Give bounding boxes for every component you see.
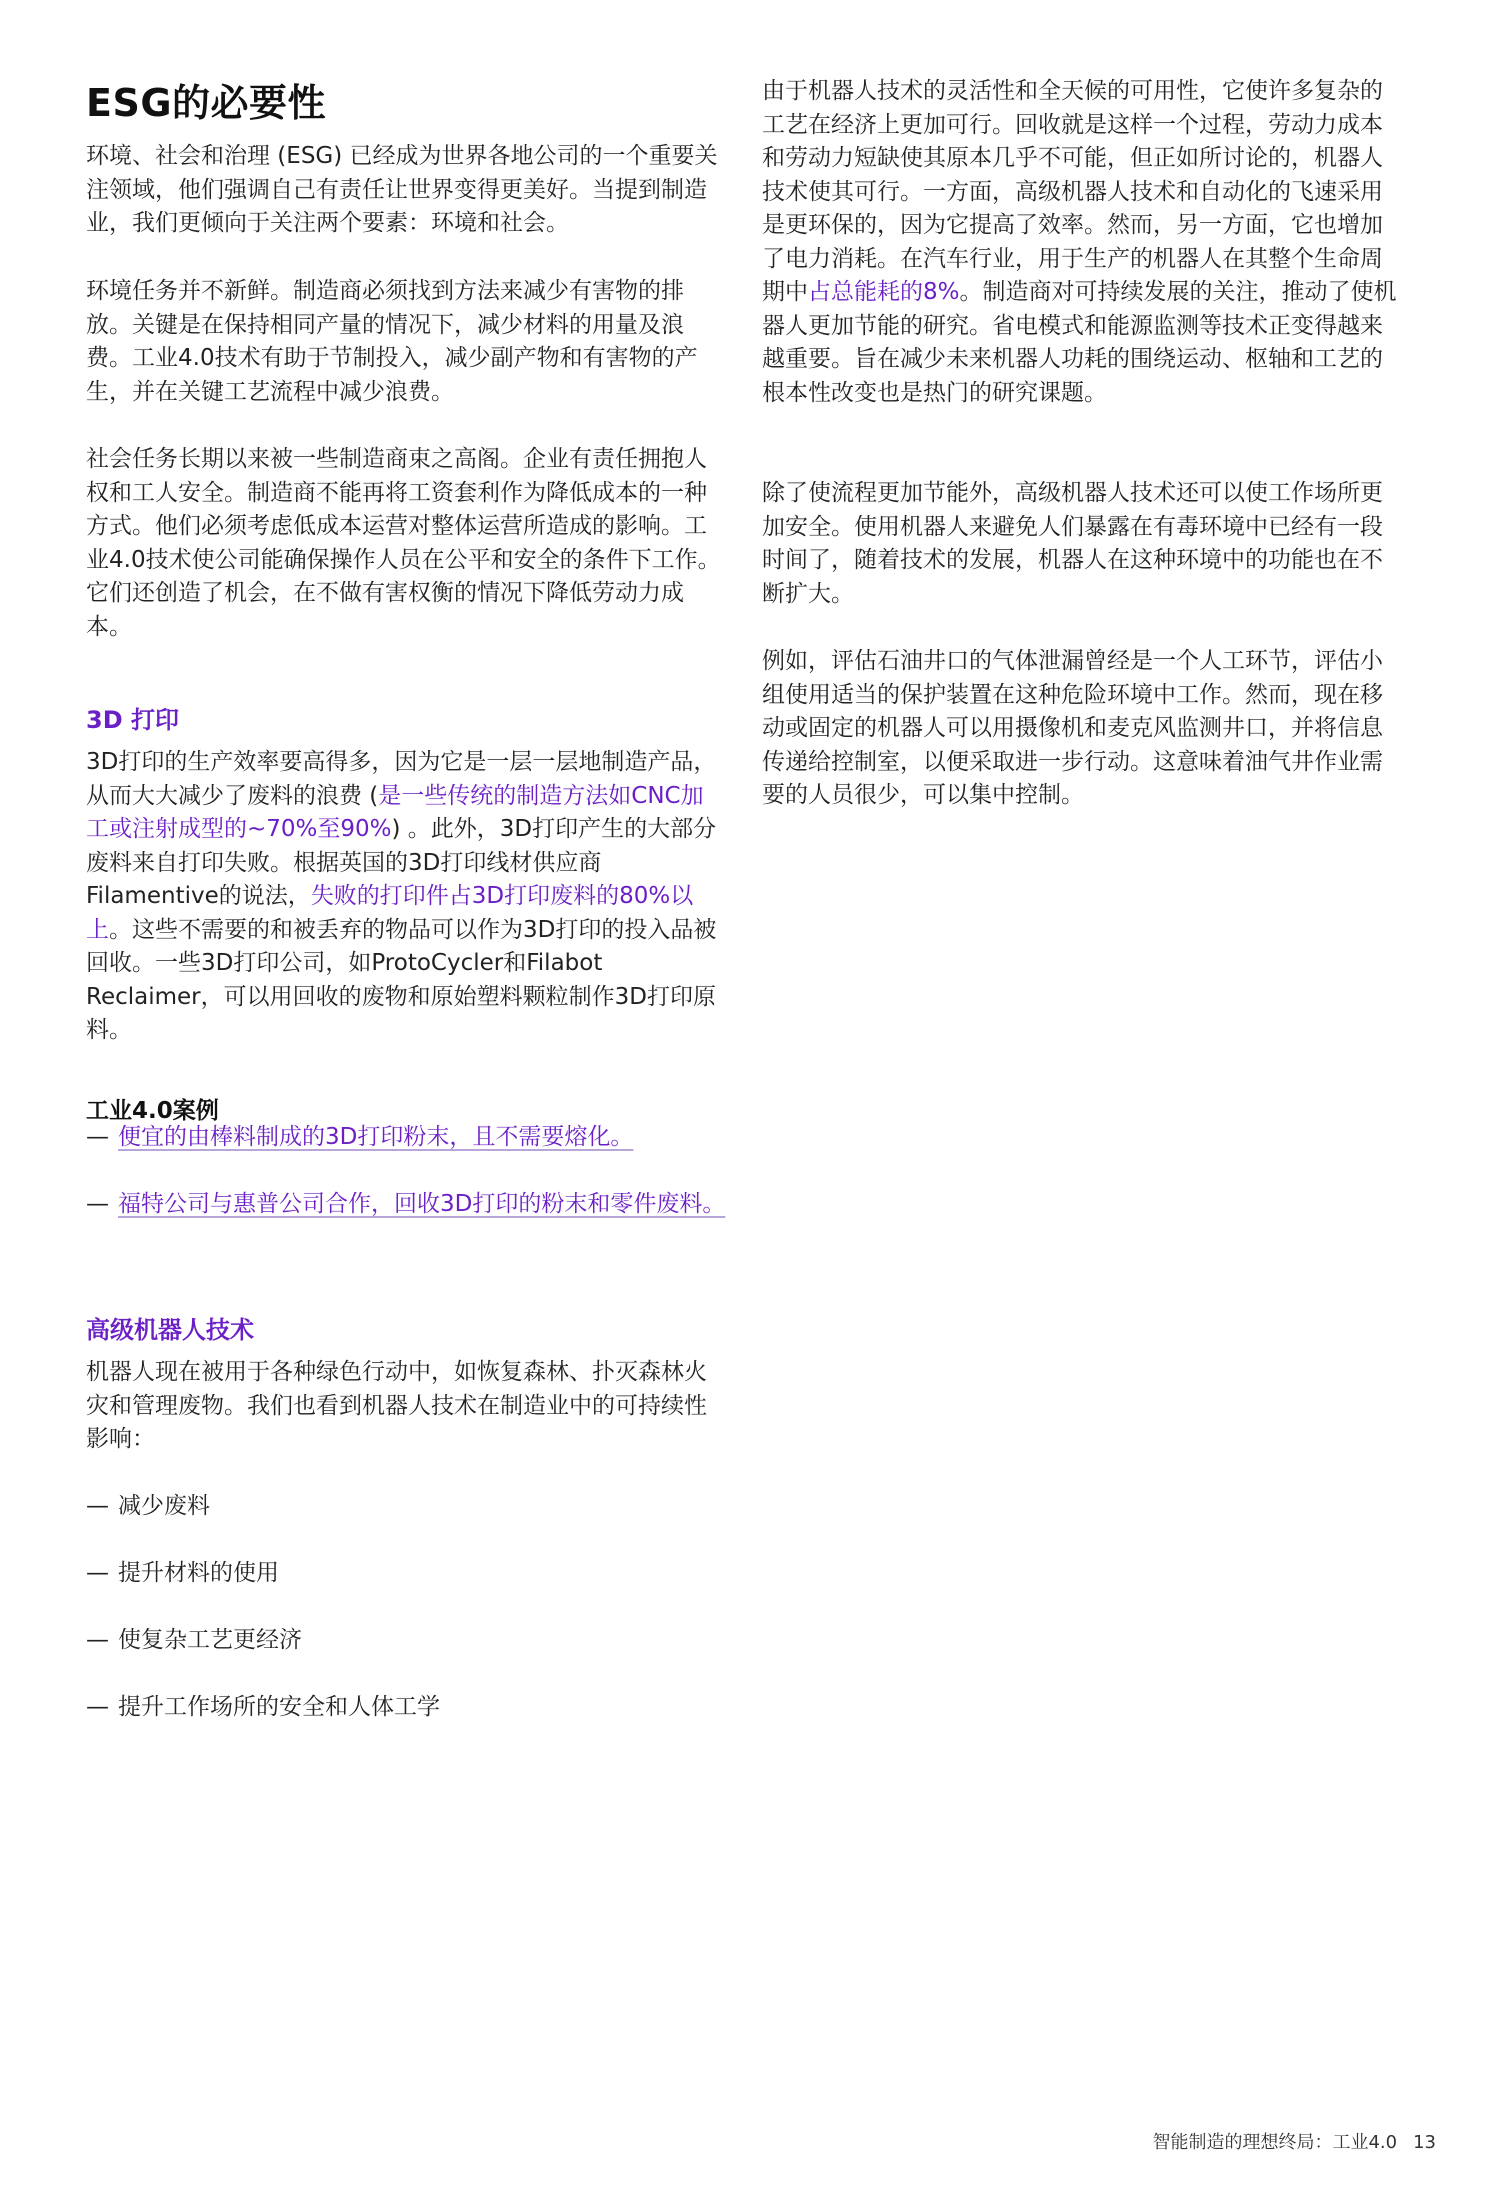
heading-advanced-robotics: 高级机器人技术 [86,1316,254,1344]
case-link-ford-hp[interactable]: 福特公司与惠普公司合作，回收3D打印的粉末和零件废料。 [118,1191,726,1217]
page-number: 13 [1413,2132,1436,2153]
dash-marker: — [86,1493,109,1519]
page-footer [1152,2128,1436,2154]
bullet-item [86,1557,726,1591]
dash-marker: — [86,1191,109,1217]
dash-marker: — [86,1627,109,1653]
footer-title: 智能制造的理想终局：工业4.0 [1152,2132,1398,2153]
3d-paragraph-text-a: 3D打印的生产效率要高得多，因为它是一层一层地制造产品，从而大大减少了废料的浪费 ( [86,749,717,809]
dash-marker: — [86,1124,109,1150]
case-list-item [86,1121,726,1155]
bullet-item [86,1490,726,1524]
case-list-item [86,1188,726,1222]
safety-paragraph: 除了使流程更加节能外，高级机器人技术还可以使工作场所更加安全。使用机器人来避免人们暴露在有毒环境中已经有一段时间了，随着技术的发展，机器人在这种环境中的功能也在不断扩大。 [762,480,1383,607]
bullet-text: 使复杂工艺更经济 [118,1627,302,1653]
dash-marker: — [86,1694,109,1720]
bullet-text: 减少废料 [118,1493,210,1519]
3d-paragraph-text-c: 。这些不需要的和被丢弃的物品可以作为3D打印的投入品被回收。一些3D打印公司，如ProtoCycler和Filabot Reclaimer，可以用回收的废物和原始塑料颗粒制作3D打印原料。 [86,916,717,1043]
failed-prints-link[interactable]: 失败的打印件占3D打印废料的80%以上 [86,883,694,943]
section-title: ESG的必要性 [86,81,327,125]
bullet-item [86,1691,726,1725]
social-paragraph: 社会任务长期以来被一些制造商束之高阁。企业有责任拥抱人权和工人安全。制造商不能再将工资套利作为降低成本的一种方式。他们必须考虑低成本运营对整体运营所造成的影响。工业4.0技术使公司能确保操作人员在公平和安全的条件下工作。它们还创造了机会，在不做有害权衡的情况下降低劳动力成本。 [86,446,721,640]
intro-paragraph: 环境、社会和治理 (ESG) 已经成为世界各地公司的一个重要关注领域，他们强调自己有责任让世界变得更美好。当提到制造业，我们更倾向于关注两个要素：环境和社会。 [86,143,718,236]
robotics-recycling-paragraph [762,75,1402,410]
heading-industry-cases: 工业4.0案例 [86,1098,219,1124]
right-paragraph-text-a: 由于机器人技术的灵活性和全天候的可用性，它使许多复杂的工艺在经济上更加可行。回收就是这样一个过程，劳动力成本和劳动力短缺使其原本几乎不可能，但正如所讨论的，机器人技术使其可行。一方面，高级机器人技术和自动化的飞速采用是更环保的，因为它提高了效率。然而，另一方面，它也增加了电力消耗。在汽车行业，用于生产的机器人在其整个生命周期中 [762,78,1383,305]
3d-printing-paragraph [86,746,726,1048]
bullet-item [86,1624,726,1658]
traditional-methods-link[interactable]: 是一些传统的制造方法如CNC加工或注射成型的~70%至90% [86,782,704,842]
heading-3d-printing: 3D 打印 [86,706,179,734]
oil-well-paragraph: 例如，评估石油井口的气体泄漏曾经是一个人工环节，评估小组使用适当的保护装置在这种危险环境中工作。然而，现在移动或固定的机器人可以用摄像机和麦克风监测井口，并将信息传递给控制室，以便采取进一步行动。这意味着油气井作业需要的人员很少，可以集中控制。 [762,648,1383,808]
bullet-text: 提升材料的使用 [118,1560,279,1586]
right-paragraph-text-b: 。制造商对可持续发展的关注，推动了使机器人更加节能的研究。省电模式和能源监测等技术正变得越来越重要。旨在减少未来机器人功耗的围绕运动、枢轴和工艺的根本性改变也是热门的研究课题。 [762,279,1397,406]
bullet-text: 提升工作场所的安全和人体工学 [118,1694,440,1720]
3d-paragraph-text-b: ) 。此外，3D打印产生的大部分废料来自打印失败。根据英国的3D打印线材供应商Filamentive的说法， [86,816,717,909]
case-link-powder[interactable]: 便宜的由棒料制成的3D打印粉末，且不需要熔化。 [118,1124,634,1150]
robotics-paragraph: 机器人现在被用于各种绿色行动中，如恢复森林、扑灭森林火灾和管理废物。我们也看到机器人技术在制造业中的可持续性影响： [86,1359,707,1452]
dash-marker: — [86,1560,109,1586]
energy-consumption-link[interactable]: 占总能耗的8% [808,279,960,305]
environment-paragraph: 环境任务并不新鲜。制造商必须找到方法来减少有害物的排放。关键是在保持相同产量的情况下，减少材料的用量及浪费。工业4.0技术有助于节制投入，减少副产物和有害物的产生，并在关键工艺流程中减少浪费。 [86,278,698,405]
